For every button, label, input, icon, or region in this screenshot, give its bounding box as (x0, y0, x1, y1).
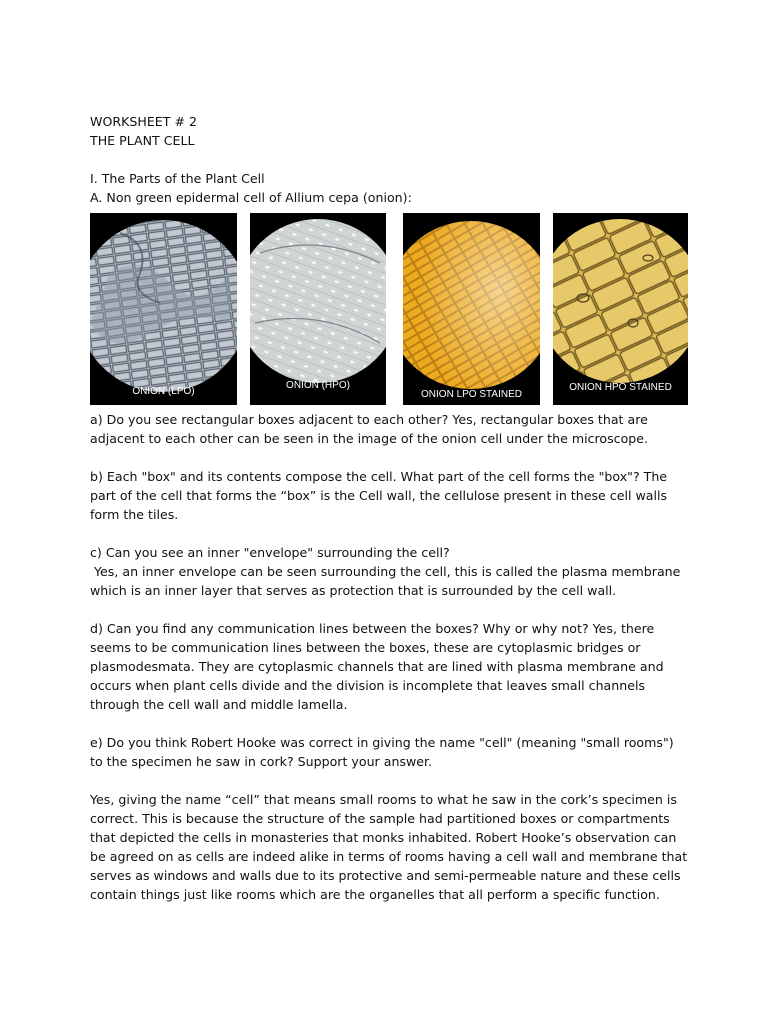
response-c: Yes, an inner envelope can be seen surrounding the cell, this is called the plasma membrane which is an inner layer that serves as protection that is surrounded by the cell wall. (90, 563, 685, 598)
worksheet-page (90, 112, 690, 923)
answer-d: d) Can you find any communication lines between the boxes? Why or why not? Yes, there seems to be communication lines between the boxes, these are cytoplasmic bridges or plasmodesmata. They are cytoplasmic channels that are lined with plasma membrane and occurs when plant cells divide and the division is incomplete that leaves small channels through the cell wall and middle lamella. (90, 620, 664, 712)
answer-e: Yes, giving the name “cell” that means small rooms to what he saw in the cork’s specimen is correct. This is because the structure of the sample had partitioned boxes or compartments that depicted the cells in monasteries that monks inhabited. Robert Hooke’s observation can be agreed on as cells are indeed alike in terms of rooms having a cell wall and membrane that serves as windows and walls due to its protective and semi-permeable nature and these cells contain things just like rooms which are the organelles that all perform a specific function. (90, 791, 688, 902)
answer-a: a) Do you see rectangular boxes adjacent to each other? Yes, rectangular boxes that are adjacent to each other can be seen in the image of the onion cell under the microscope. (90, 411, 649, 446)
question-c: c) Can you see an inner "envelope" surrounding the cell? (90, 544, 450, 560)
microscope-image-strip (90, 213, 690, 405)
microscope-image-onion-lpo-stained (403, 213, 540, 405)
answer-c (90, 543, 690, 600)
microscope-image-onion-lpo (90, 213, 237, 405)
worksheet-title: THE PLANT CELL (90, 133, 195, 148)
answer-b: b) Each "box" and its contents compose the cell. What part of the cell forms the "box"? The part of the cell that forms the “box” is the Cell wall, the cellulose present in these cell walls form the tiles. (90, 468, 668, 522)
image-caption: ONION (LPO) (132, 385, 195, 397)
section-heading: I. The Parts of the Plant Cell (90, 170, 265, 186)
section-subheading: A. Non green epidermal cell of Allium cepa (onion): (90, 189, 412, 205)
image-caption: ONION (HPO) (286, 379, 350, 391)
question-e: e) Do you think Robert Hooke was correct in giving the name "cell" (meaning "small rooms") to the specimen he saw in cork? Support your answer. (90, 734, 674, 769)
worksheet-number: WORKSHEET # 2 (90, 114, 198, 129)
image-caption: ONION HPO STAINED (569, 381, 672, 393)
microscope-image-onion-hpo (250, 213, 386, 405)
microscope-image-onion-hpo-stained (553, 213, 688, 405)
image-caption: ONION LPO STAINED (421, 388, 522, 400)
